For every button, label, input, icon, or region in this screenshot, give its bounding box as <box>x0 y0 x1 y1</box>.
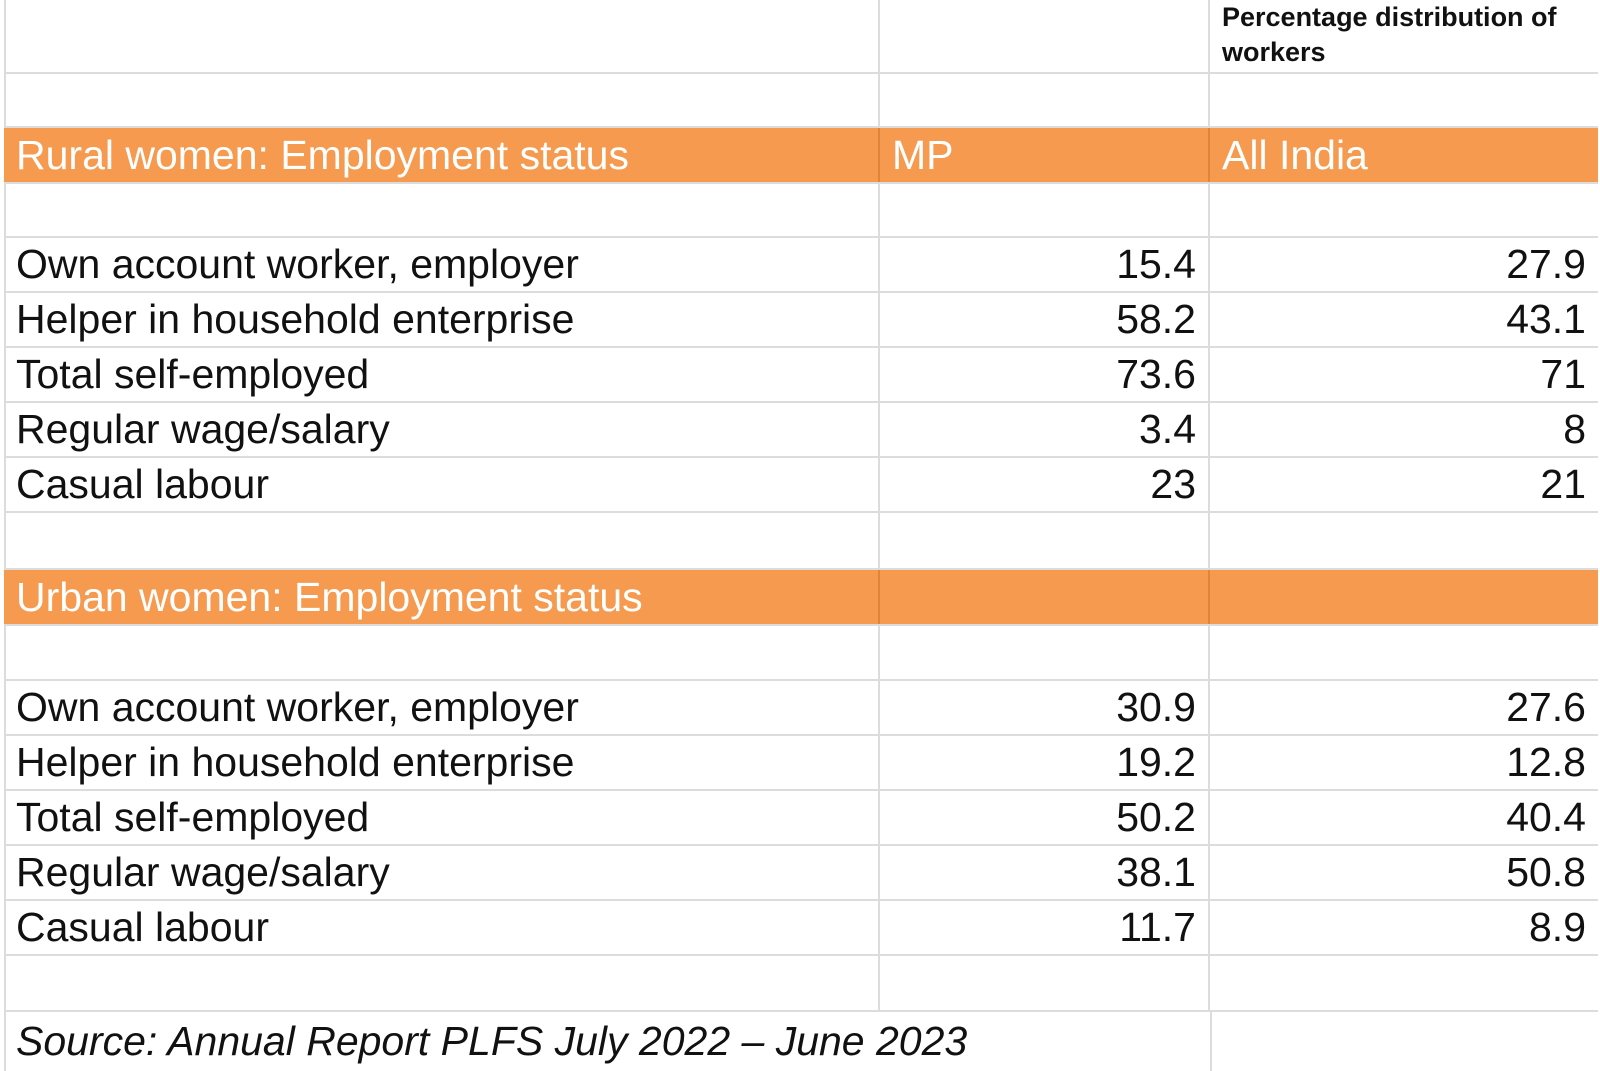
all-india-value[interactable]: 8.9 <box>1529 904 1586 950</box>
empty-cell[interactable] <box>1210 626 1598 679</box>
empty-cell[interactable] <box>1210 513 1598 568</box>
rural-section-header-row <box>4 128 1598 184</box>
table-row <box>4 458 1598 513</box>
percentage-distribution-header[interactable]: Percentage distribution of workers <box>1222 2 1557 67</box>
empty-cell[interactable] <box>1210 1012 1598 1071</box>
row-label[interactable]: Casual labour <box>4 901 880 954</box>
mp-value[interactable]: 58.2 <box>880 293 1210 346</box>
empty-cell[interactable] <box>4 626 880 679</box>
empty-cell[interactable] <box>4 956 880 1010</box>
source-note[interactable]: Source: Annual Report PLFS July 2022 – June 2023 <box>16 1018 968 1064</box>
row-label[interactable]: Own account worker, employer <box>4 238 880 291</box>
empty-cell[interactable] <box>880 0 1210 72</box>
row-label[interactable]: Helper in household enterprise <box>4 293 880 346</box>
mp-value[interactable]: 19.2 <box>880 736 1210 789</box>
table-row <box>4 901 1598 956</box>
spacer-row <box>4 184 1598 238</box>
empty-cell[interactable] <box>880 956 1210 1010</box>
row-label[interactable]: Total self-employed <box>4 791 880 844</box>
mp-value[interactable]: 3.4 <box>880 403 1210 456</box>
spacer-row <box>4 956 1598 1012</box>
table-row <box>4 238 1598 293</box>
row-label[interactable]: Own account worker, employer <box>4 681 880 734</box>
all-india-value[interactable]: 27.9 <box>1506 241 1586 287</box>
source-row <box>4 1012 1598 1071</box>
all-india-value[interactable]: 27.6 <box>1506 684 1586 730</box>
mp-value[interactable]: 73.6 <box>880 348 1210 401</box>
empty-cell[interactable] <box>1210 74 1598 126</box>
rural-section-title[interactable]: Rural women: Employment status <box>4 128 880 182</box>
row-label[interactable]: Helper in household enterprise <box>4 736 880 789</box>
spacer-row <box>4 626 1598 681</box>
urban-section-title[interactable]: Urban women: Employment status <box>4 570 880 624</box>
empty-header-cell[interactable] <box>1210 570 1598 624</box>
mp-value[interactable]: 15.4 <box>880 238 1210 291</box>
table-row <box>4 846 1598 901</box>
table-row <box>4 681 1598 736</box>
all-india-value[interactable]: 8 <box>1563 406 1586 452</box>
all-india-value[interactable]: 40.4 <box>1506 794 1586 840</box>
empty-cell[interactable] <box>880 626 1210 679</box>
empty-header-cell[interactable] <box>880 570 1210 624</box>
mp-value[interactable]: 23 <box>880 458 1210 511</box>
row-label[interactable]: Casual labour <box>4 458 880 511</box>
spacer-row <box>4 513 1598 570</box>
mp-value[interactable]: 11.7 <box>880 901 1210 954</box>
empty-cell[interactable] <box>880 184 1210 236</box>
row-label[interactable]: Total self-employed <box>4 348 880 401</box>
row-label[interactable]: Regular wage/salary <box>4 403 880 456</box>
all-india-value[interactable]: 21 <box>1540 461 1586 507</box>
urban-section-header-row <box>4 570 1598 626</box>
mp-value[interactable]: 50.2 <box>880 791 1210 844</box>
row-label[interactable]: Regular wage/salary <box>4 846 880 899</box>
empty-cell[interactable] <box>1210 184 1598 236</box>
table-row <box>4 348 1598 403</box>
empty-cell[interactable] <box>4 0 880 72</box>
spacer-row <box>4 74 1598 128</box>
all-india-column-header[interactable]: All India <box>1222 131 1368 178</box>
all-india-value[interactable]: 50.8 <box>1506 849 1586 895</box>
empty-cell[interactable] <box>1210 956 1598 1010</box>
all-india-value[interactable]: 71 <box>1540 351 1586 397</box>
top-header-row <box>4 0 1598 74</box>
mp-column-header[interactable]: MP <box>880 128 1210 182</box>
all-india-value[interactable]: 12.8 <box>1506 739 1586 785</box>
table-row <box>4 736 1598 791</box>
mp-value[interactable]: 30.9 <box>880 681 1210 734</box>
empty-cell[interactable] <box>4 184 880 236</box>
mp-value[interactable]: 38.1 <box>880 846 1210 899</box>
table-row <box>4 791 1598 846</box>
empty-cell[interactable] <box>4 513 880 568</box>
all-india-value[interactable]: 43.1 <box>1506 296 1586 342</box>
table-row <box>4 403 1598 458</box>
empty-cell[interactable] <box>880 513 1210 568</box>
empty-cell[interactable] <box>880 74 1210 126</box>
empty-cell[interactable] <box>4 74 880 126</box>
table-row <box>4 293 1598 348</box>
